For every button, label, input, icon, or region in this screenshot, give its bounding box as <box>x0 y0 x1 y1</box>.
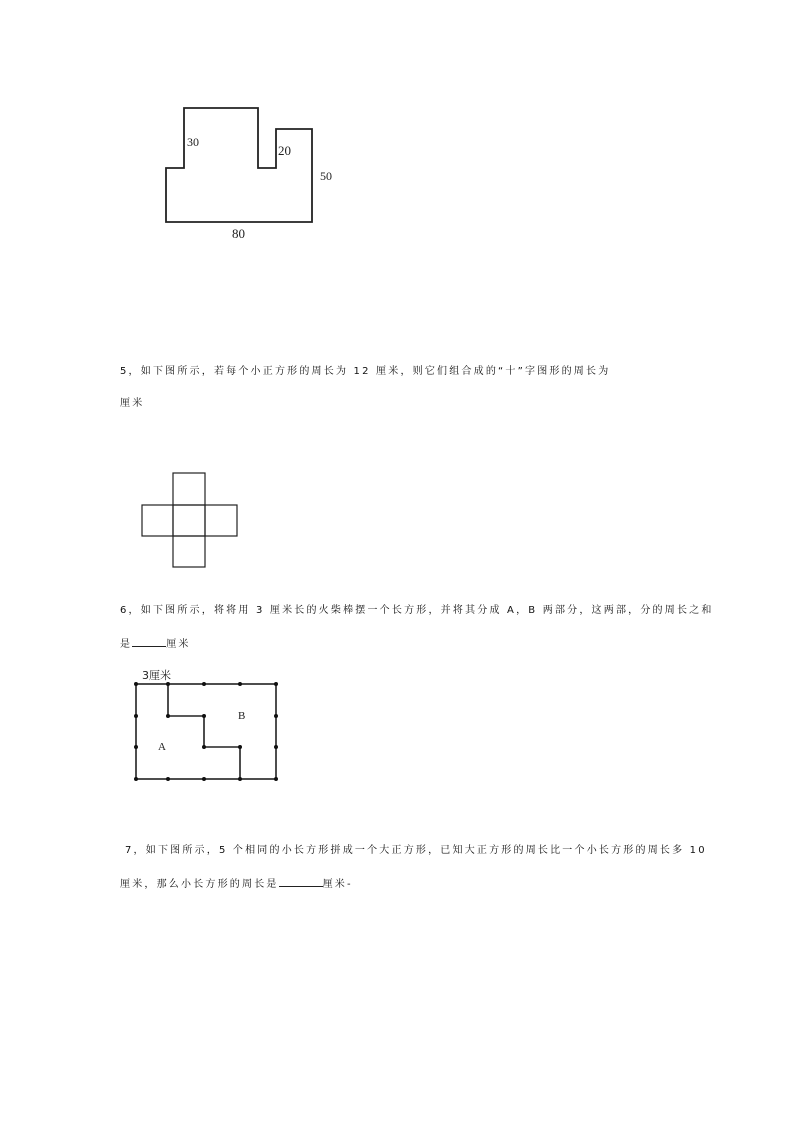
cross-square-center <box>173 505 205 536</box>
matchstick-outer-rectangle <box>136 684 276 779</box>
label-30: 30 <box>187 135 199 149</box>
cross-square-bottom <box>173 536 205 567</box>
q6-line2-prefix: 是 <box>120 639 133 650</box>
q6-line2-suffix: 厘米 <box>166 639 191 650</box>
cross-square-left <box>142 505 173 536</box>
q5-line1: 5，如下图所示，若每个小正方形的周长为 12 厘米，则它们组合成的“十”字图形的周长为 <box>120 366 611 377</box>
q5-line2: 厘米 <box>120 398 145 409</box>
q7-line2-suffix: 厘米- <box>322 879 353 890</box>
composite-shape-outline <box>166 108 312 222</box>
q7-answer-blank[interactable] <box>279 876 323 887</box>
q6-line1: 6，如下图所示，将将用 3 厘米长的火柴棒摆一个长方形，并将其分成 A，B 两部分，这两部，分的周长之和 <box>120 605 714 616</box>
q7-line2 <box>120 876 353 892</box>
q7-line2-prefix: 厘米，那么小长方形的周长是 <box>120 879 279 890</box>
q6-answer-blank[interactable] <box>132 636 166 647</box>
q7-line1: 7，如下图所示，5 个相同的小长方形拼成一个大正方形，已知大正方形的周长比一个小长方形的周长多 10 <box>125 845 707 856</box>
label-20: 20 <box>278 143 291 158</box>
region-b-label: B <box>238 710 246 722</box>
figure-composite-shape <box>150 100 350 250</box>
cross-square-right <box>205 505 237 536</box>
figure-cross-shape <box>140 470 240 570</box>
label-50: 50 <box>320 169 332 183</box>
figure-matchstick-rectangle <box>128 665 288 795</box>
q6-line2 <box>120 636 191 652</box>
cross-square-top <box>173 473 205 505</box>
matchstick-unit-label: 3厘米 <box>142 669 171 682</box>
label-80: 80 <box>232 226 245 241</box>
region-a-label: A <box>158 741 166 753</box>
matchstick-dividing-path <box>168 684 240 779</box>
